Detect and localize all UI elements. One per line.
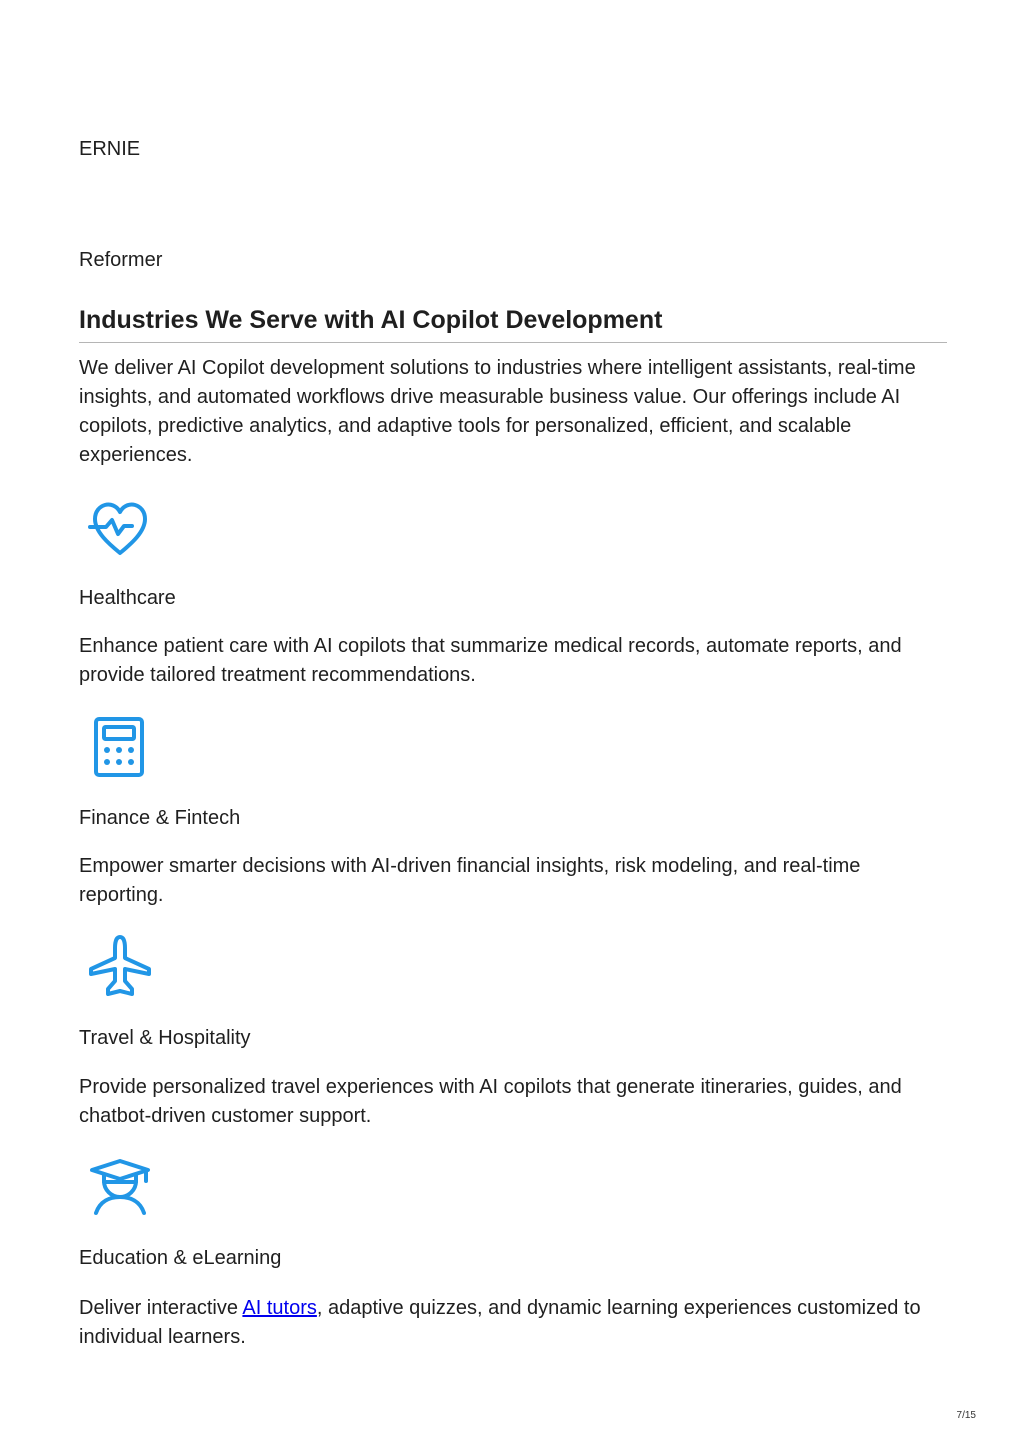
airplane-icon: [86, 933, 154, 1001]
industry-description-education: [79, 1294, 949, 1352]
industry-description-healthcare: Enhance patient care with AI copilots that summarize medical records, automate reports, and provide tailored treatment recommendations.: [79, 635, 902, 686]
industry-description-travel: Provide personalized travel experiences with AI copilots that generate itineraries, guides, and chatbot-driven customer support.: [79, 1076, 902, 1127]
list-item-ernie: ERNIE: [79, 138, 141, 160]
list-item-reformer: Reformer: [79, 249, 163, 271]
calculator-icon: [86, 713, 154, 781]
industry-title-travel: Travel & Hospitality: [79, 1027, 251, 1049]
page-number: 7/15: [956, 1410, 976, 1421]
ai-tutors-link[interactable]: AI tutors: [242, 1297, 317, 1319]
section-heading: Industries We Serve with AI Copilot Development: [79, 304, 947, 343]
industry-title-healthcare: Healthcare: [79, 587, 176, 609]
industry-description-finance: Empower smarter decisions with AI-driven financial insights, risk modeling, and real-time reporting.: [79, 855, 861, 906]
description-text-after: , adaptive quizzes, and dynamic learning experiences customized to individual learners.: [79, 1297, 921, 1348]
industry-title-education: Education & eLearning: [79, 1247, 282, 1269]
section-intro: We deliver AI Copilot development solutions to industries where intelligent assistants, real-time insights, and automated workflows drive measurable business value. Our offerings include AI copilots, predictive analytics, and adaptive tools for personalized, efficient, and scalable experiences.: [79, 357, 916, 466]
description-text-before: Deliver interactive: [79, 1297, 243, 1319]
graduate-icon: [86, 1153, 154, 1221]
heart-pulse-icon: [86, 496, 154, 564]
industry-title-finance: Finance & Fintech: [79, 807, 241, 829]
